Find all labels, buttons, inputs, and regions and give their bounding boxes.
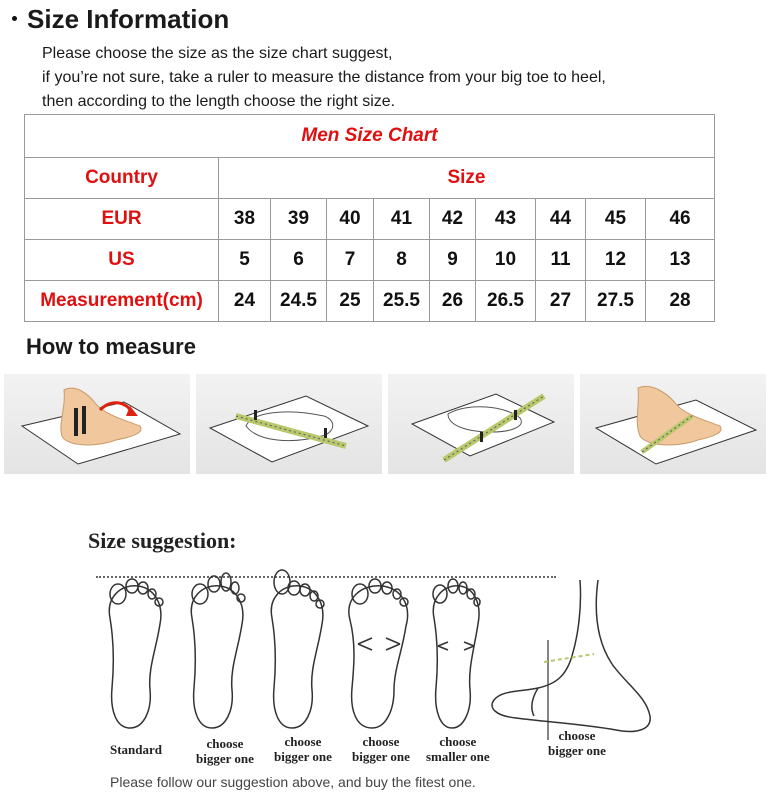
caption-line: choose <box>206 736 244 751</box>
caption-line: bigger one <box>352 749 410 764</box>
size-header: Size <box>219 158 715 199</box>
caption-line: bigger one <box>196 751 254 766</box>
country-header: Country <box>25 158 219 199</box>
table-cell: 25.5 <box>374 281 430 322</box>
caption-line: choose <box>439 734 477 749</box>
table-cell: 25 <box>327 281 374 322</box>
page-title: Size Information <box>27 4 230 34</box>
caption-bigger <box>196 736 254 766</box>
ruler-diagonal-illustration <box>388 374 574 474</box>
intro-line: Please choose the size as the size chart suggest, <box>42 45 393 62</box>
caption-line: Standard <box>110 742 163 757</box>
table-cell: 27 <box>536 281 586 322</box>
how-to-measure-title: How to measure <box>26 334 196 359</box>
size-chart-table <box>24 114 715 322</box>
section-title <box>12 4 229 35</box>
table-cell: 9 <box>430 240 476 281</box>
side-foot-illustration <box>486 580 686 740</box>
table-cell: 26 <box>430 281 476 322</box>
caption-bigger <box>274 734 332 764</box>
table-cell: 11 <box>536 240 586 281</box>
measure-panel <box>196 374 382 474</box>
table-row <box>25 281 715 322</box>
footer-note: Please follow our suggestion above, and buy the fitest one. <box>110 774 476 790</box>
intro-line: then according to the length choose the right size. <box>42 93 396 110</box>
table-cell: 10 <box>476 240 536 281</box>
ruler-outline-illustration <box>196 374 382 474</box>
table-row <box>25 199 715 240</box>
suggestion-title: Size suggestion: <box>88 528 237 553</box>
caption-line: bigger one <box>274 749 332 764</box>
table-cell: 45 <box>586 199 646 240</box>
table-cell: 46 <box>646 199 715 240</box>
table-cell: 42 <box>430 199 476 240</box>
table-cell: 5 <box>219 240 271 281</box>
table-cell: 6 <box>271 240 327 281</box>
measure-panel <box>580 374 766 474</box>
table-cell: 38 <box>219 199 271 240</box>
intro-text <box>42 42 742 114</box>
table-cell: 41 <box>374 199 430 240</box>
caption-line: bigger one <box>548 743 606 758</box>
measure-panel <box>388 374 574 474</box>
table-cell: 13 <box>646 240 715 281</box>
table-cell: 24 <box>219 281 271 322</box>
row-label: US <box>25 240 219 281</box>
table-cell: 27.5 <box>586 281 646 322</box>
bullet-icon <box>12 16 17 21</box>
table-cell: 43 <box>476 199 536 240</box>
table-row <box>25 240 715 281</box>
table-cell: 40 <box>327 199 374 240</box>
row-label: EUR <box>25 199 219 240</box>
intro-line: if you’re not sure, take a ruler to measure the distance from your big toe to heel, <box>42 69 606 86</box>
caption-bigger <box>352 734 410 764</box>
measure-panel <box>4 374 190 474</box>
table-cell: 44 <box>536 199 586 240</box>
caption-line: choose <box>362 734 400 749</box>
caption-smaller <box>426 734 490 764</box>
chart-title: Men Size Chart <box>25 115 715 158</box>
caption-line: choose <box>558 728 596 743</box>
caption-standard <box>110 742 162 757</box>
foot-on-paper-illustration <box>4 374 190 474</box>
caption-line: smaller one <box>426 749 490 764</box>
table-cell: 26.5 <box>476 281 536 322</box>
table-cell: 24.5 <box>271 281 327 322</box>
table-cell: 39 <box>271 199 327 240</box>
table-cell: 28 <box>646 281 715 322</box>
table-cell: 12 <box>586 240 646 281</box>
table-cell: 8 <box>374 240 430 281</box>
row-label: Measurement(cm) <box>25 281 219 322</box>
measure-panels <box>0 374 769 474</box>
caption-line: choose <box>284 734 322 749</box>
table-cell: 7 <box>327 240 374 281</box>
caption-bigger-side <box>548 728 606 758</box>
ruler-side-illustration <box>580 374 766 474</box>
